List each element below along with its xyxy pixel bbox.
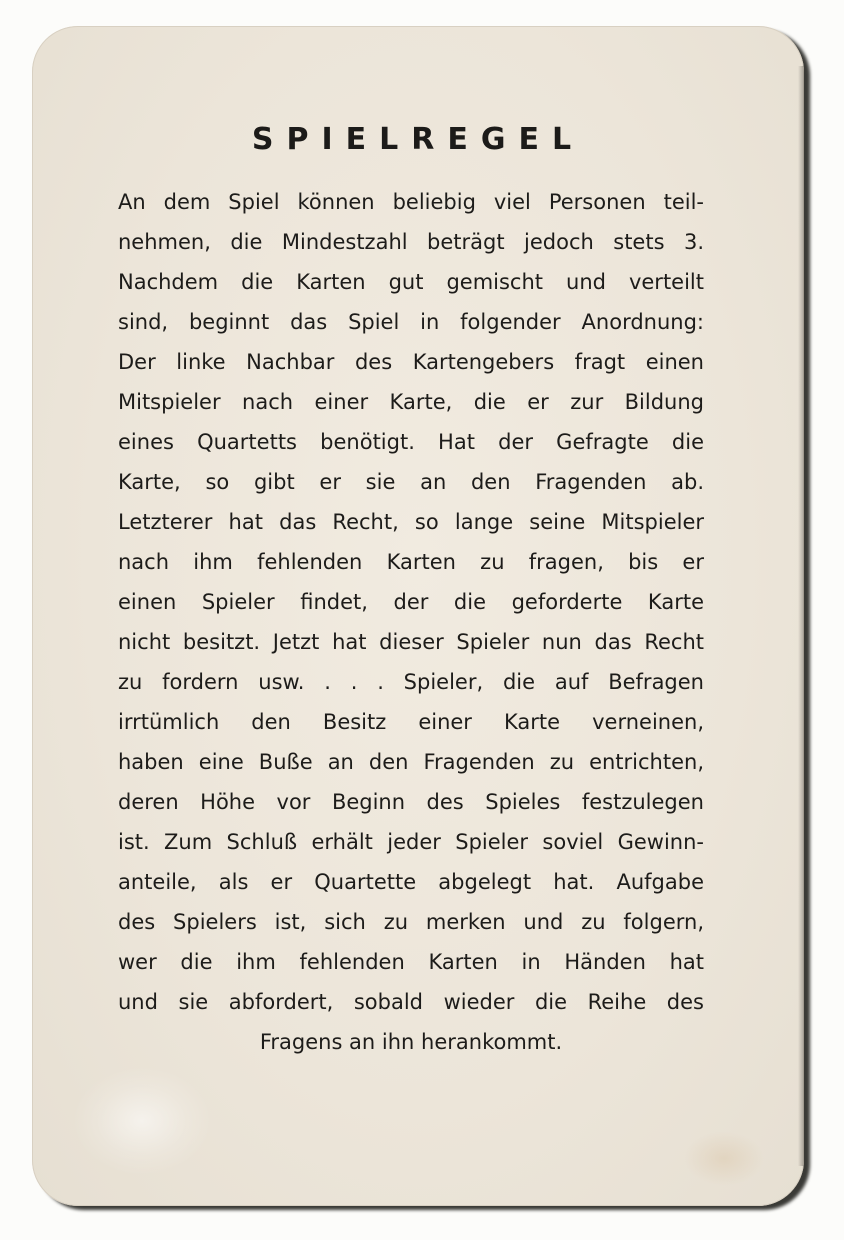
rules-line: irrtümlich den Besitz einer Karte verneinen,: [118, 710, 704, 734]
rules-line: sind, beginnt das Spiel in folgender Anordnung:: [118, 310, 704, 334]
rules-line: einen Spieler findet, der die geforderte Karte: [118, 590, 704, 614]
rules-line: Nachdem die Karten gut gemischt und verteilt: [118, 270, 704, 294]
rules-line: Letzterer hat das Recht, so lange seine Mitspieler: [118, 510, 704, 534]
rules-line: deren Höhe vor Beginn des Spieles festzulegen: [118, 790, 704, 814]
rules-line: Der linke Nachbar des Kartengebers fragt einen: [118, 350, 704, 374]
paper-stain: [684, 1131, 764, 1186]
rules-line: Karte, so gibt er sie an den Fragenden ab.: [118, 470, 704, 494]
card-title: SPIELREGEL: [251, 122, 585, 157]
rules-line: wer die ihm fehlenden Karten in Händen hat: [118, 950, 704, 974]
rules-line: nicht besitzt. Jetzt hat dieser Spieler nun das Recht: [118, 630, 704, 654]
paper-crease: [72, 1066, 212, 1176]
rules-line: eines Quartetts benötigt. Hat der Gefragte die: [118, 430, 704, 454]
rules-text: [118, 182, 704, 1062]
rules-line: nehmen, die Mindestzahl beträgt jedoch stets 3.: [118, 230, 704, 254]
rules-line: anteile, als er Quartette abgelegt hat. Aufgabe: [118, 870, 704, 894]
rules-line: des Spielers ist, sich zu merken und zu folgern,: [118, 910, 704, 934]
rules-line: haben eine Buße an den Fragenden zu entrichten,: [118, 750, 704, 774]
rules-line: ist. Zum Schluß erhält jeder Spieler soviel Gewinn-: [118, 830, 704, 854]
rules-line: nach ihm fehlenden Karten zu fragen, bis er: [118, 550, 704, 574]
rule-card: [32, 26, 804, 1206]
card-edge: [798, 66, 804, 1166]
rules-line: zu fordern usw. . . . Spieler, die auf Befragen: [118, 670, 704, 694]
rules-line: und sie abfordert, sobald wieder die Reihe des: [118, 990, 704, 1014]
rules-line: An dem Spiel können beliebig viel Personen teil-: [118, 190, 704, 214]
rules-line-last: Fragens an ihn herankommt.: [259, 1030, 563, 1054]
rules-line: Mitspieler nach einer Karte, die er zur Bildung: [118, 390, 704, 414]
